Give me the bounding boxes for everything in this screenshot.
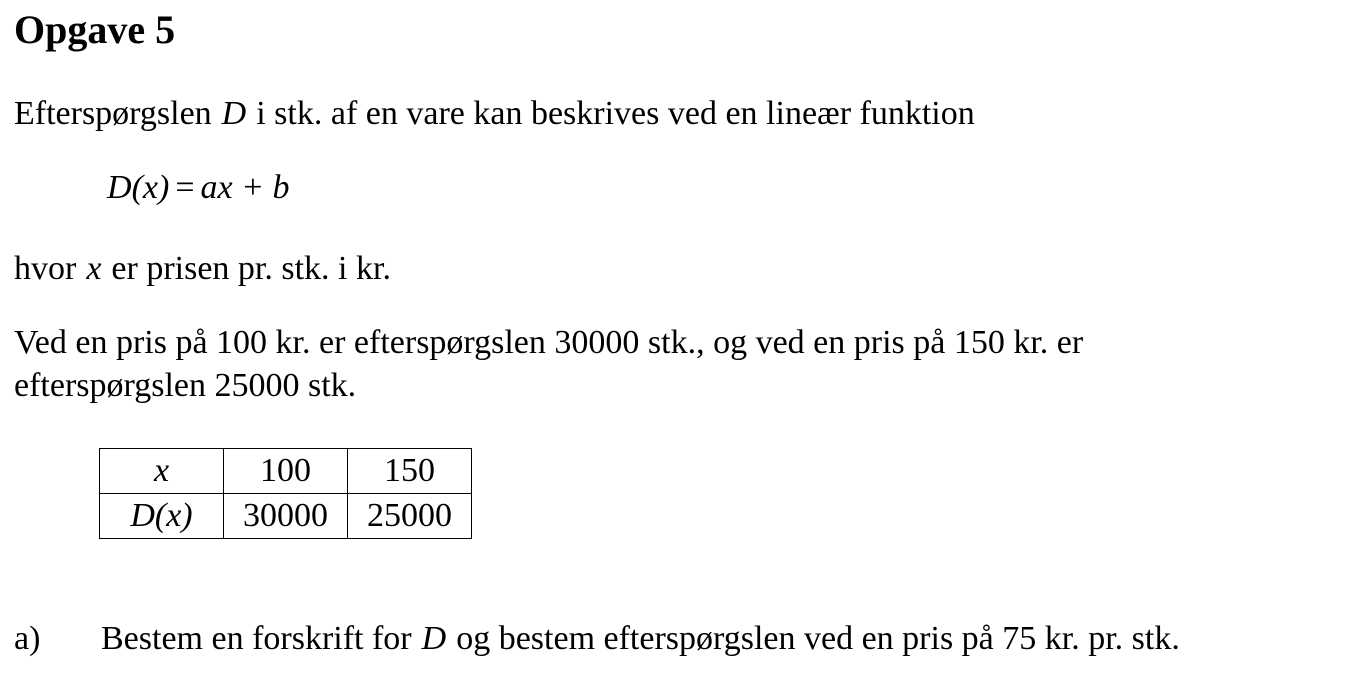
exercise-title: Opgave 5: [14, 7, 176, 52]
table-cell: 150: [348, 449, 472, 494]
variable-after: er prisen pr. stk. i kr.: [111, 250, 391, 287]
table-row: [100, 494, 472, 539]
table-cell: 30000: [224, 494, 348, 539]
table-cell: 25000: [348, 494, 472, 539]
table-head-dx: D(x): [100, 494, 224, 539]
variable-symbol: x: [86, 250, 102, 287]
intro-before: Efterspørgslen: [14, 95, 212, 132]
table-head-x: x: [100, 449, 224, 494]
intro-symbol: D: [221, 95, 247, 132]
table-cell: 100: [224, 449, 348, 494]
formula-arg: (x): [131, 169, 170, 206]
formula-rhs: ax + b: [200, 169, 290, 206]
table-row: [100, 449, 472, 494]
intro-text: [14, 92, 975, 135]
paragraph-line-2: efterspørgslen 25000 stk.: [14, 367, 357, 404]
value-table: [99, 448, 472, 539]
formula-lhs: D: [107, 169, 132, 206]
question-symbol: D: [421, 620, 447, 657]
variable-text: [14, 247, 391, 290]
question-a: [14, 617, 1180, 660]
variable-before: hvor: [14, 250, 77, 287]
question-label: a): [14, 620, 41, 657]
question-after: og bestem efterspørgslen ved en pris på 75 kr. pr. stk.: [456, 620, 1180, 657]
paragraph-line-1: Ved en pris på 100 kr. er efterspørgslen 30000 stk., og ved en pris på 150 kr. er: [14, 324, 1084, 361]
formula: [107, 166, 290, 209]
intro-after: i stk. af en vare kan beskrives ved en lineær funktion: [256, 95, 975, 132]
formula-eq: =: [175, 169, 195, 206]
question-before: Bestem en forskrift for: [101, 620, 412, 657]
